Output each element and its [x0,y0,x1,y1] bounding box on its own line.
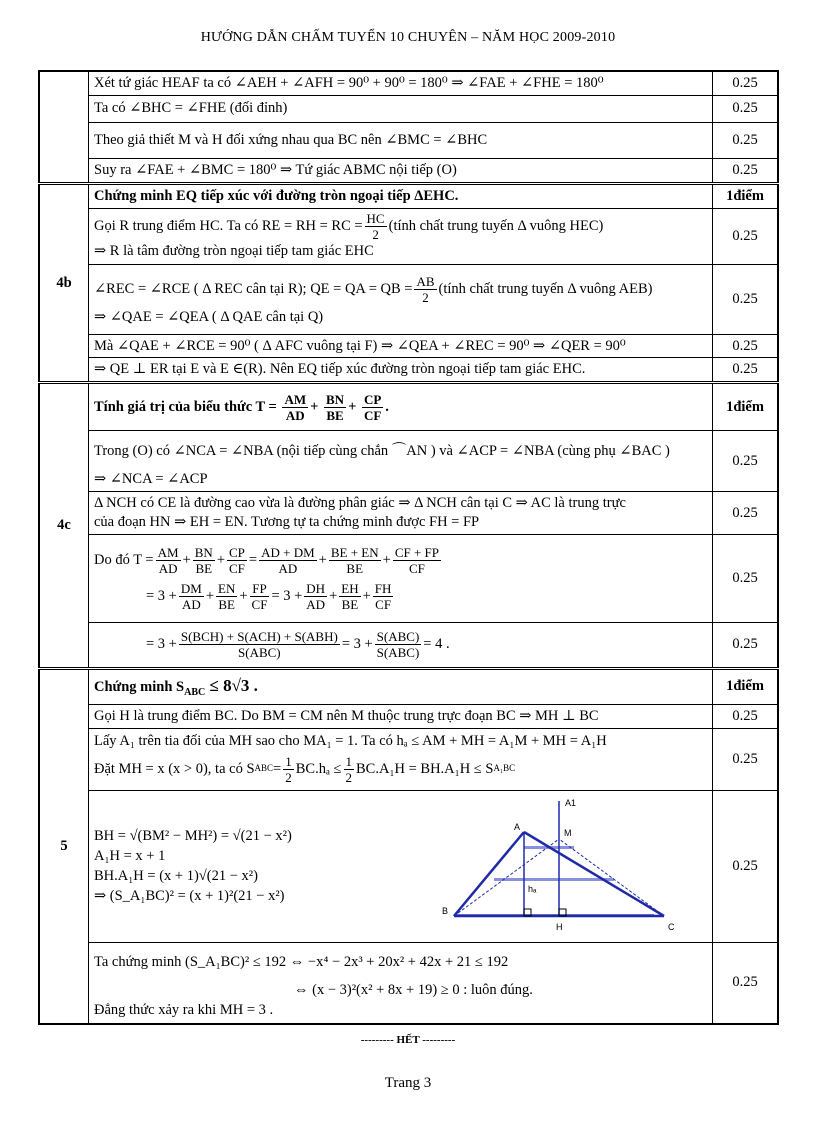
text-5-4a: Ta chứng minh (S_A₁BC)² ≤ 192 ⇔ −x⁴ − 2x³ + 20x² + 42x + 21 ≤ 192 [94,954,509,971]
row-4c-4: = 3 + $\frac{\text{S(BCH) + S(ACH) + S(ABH)}}{\text{S(ABC)}}$ = 3 + $\frac{\text{S(ABC)}}{\text{S(ABC)}}$ = 4 . [89,622,713,668]
text-4b-1b: ⇒ R là tâm đường tròn ngoại tiếp tam giác EHC [94,243,374,260]
points-4c-2: 0.25 [713,492,779,535]
points-5-3: 0.25 [713,790,779,942]
text-4c-2b: của đoạn HN ⇒ EH = EN. Tương tự ta chứng minh được FH = FP [94,514,480,531]
label-b: B [442,906,449,917]
row-4a-1: Xét tứ giác HEAF ta có ∠AEH + ∠AFH = 90⁰ + 90⁰ = 180⁰ ⇒ ∠FAE + ∠FHE = 180⁰ [89,71,713,95]
row-4a-3: Theo giả thiết M và H đối xứng nhau qua BC nên ∠BMC = ∠BHC [89,122,713,158]
side-ab [454,832,524,916]
title-4b: Chứng minh EQ tiếp xúc với đường tròn ngoại tiếp ΔEHC. [89,183,713,208]
row-4b-4: ⇒ QE ⊥ ER tại E và E ∈(R). Nên EQ tiếp xúc đường tròn ngoại tiếp tam giác EHC. [89,358,713,383]
eq-a1h: A₁H = x + 1 [94,847,166,864]
points-4a-3: 0.25 [713,122,779,158]
eq-square: ⇒ (S_A₁BC)² = (x + 1)²(21 − x²) [94,887,285,904]
label-a1: A1 [565,798,577,809]
text-4b-1a: Gọi R trung điểm HC. Ta có RE = RH = RC = [94,217,363,234]
title-4c: Tính giá trị của biểu thức T = $\frac{AM}{AD}$ + $\frac{BN}{BE}$ + $\frac{CP}{CF}$ . [89,383,713,431]
points-4b-3: 0.25 [713,334,779,358]
row-5-1: Gọi H là trung điểm BC. Do BM = CM nên M thuộc trung trực đoạn BC ⇒ MH ⊥ BC [89,704,713,728]
text-5-2a: Lấy A₁ trên tia đối của MH sao cho MA₁ = 1. Ta có hₐ ≤ AM + MH = A₁M + MH = A₁H [94,732,607,749]
points-4b-4: 0.25 [713,358,779,383]
triangle-figure [434,796,684,936]
label-a: A [514,822,521,833]
points-4a-2: 0.25 [713,95,779,122]
page-number: Trang 3 [384,1075,432,1091]
text-5-4b: ⇔ (x − 3)²(x² + 8x + 19) ≥ 0 : luôn đúng. [294,982,533,999]
row-4b-2 [89,264,713,334]
label-h: H [556,922,563,933]
line-cm [559,839,664,916]
row-4a-2: Ta có ∠BHC = ∠FHE (đối đỉnh) [89,95,713,122]
points-title-4c: 1điểm [713,383,779,431]
label-c: C [668,922,675,933]
eq-bh: BH = √(BM² − MH²) = √(21 − x²) [94,827,292,844]
points-4a-4: 0.25 [713,158,779,183]
section-label-4b: 4b [39,183,89,383]
end-marker: --------- HẾT --------- [360,1034,456,1046]
points-5-4: 0.25 [713,942,779,1024]
text-4b-2a-post: (tính chất trung tuyến Δ vuông AEB) [438,280,653,297]
row-4c-2 [89,492,713,535]
points-title-4b: 1điểm [713,183,779,208]
section-label-5: 5 [39,668,89,1023]
hatch-band [494,878,614,881]
row-4c-3: Do đó T = $\frac{AM}{AD}$ + $\frac{BN}{BE}$ + $\frac{CP}{CF}$ = $\frac{AD + DM}{AD}$ + $\frac{BE + EN}{BE}$ + $\frac{CF + FP}{CF}$ = 3 + $\frac{DM}{AD}$ + $\frac{EN}{BE}$ + $\frac{FP}{CF}$ = 3 + $\frac{DH}{AD}$ + $\frac{EH}{BE}$ + $\frac{FH}{CF}$ [89,534,713,622]
text-4c-2a: Δ NCH có CE là đường cao vừa là đường phân giác ⇒ Δ NCH cân tại C ⇒ AC là trung trực [94,495,626,512]
points-title-5: 1điểm [713,668,779,704]
points-5-2: 0.25 [713,728,779,790]
section-label-4c: 4c [39,383,89,669]
side-ac [524,832,664,916]
grading-table [38,70,779,1025]
points-4c-3: 0.25 [713,534,779,622]
title-5: Chứng minh $S_{ABC} \le 8√3$ . [89,668,713,704]
frac-ab-2: $\frac{AB}{2}$ [416,273,435,305]
frac-hc-2: $\frac{HC}{2}$ [366,210,385,242]
row-5-3 [89,790,713,942]
text-4c-1a: Trong (O) có ∠NCA = ∠NBA (nội tiếp cùng chắn ⌒AN ) và ∠ACP = ∠NBA (cùng phụ ∠BAC ) [94,442,670,459]
text-4b-1a-post: (tính chất trung tuyến Δ vuông HEC) [388,217,604,234]
label-ha: hₐ [528,884,537,895]
text-4b-2b: ⇒ ∠QAE = ∠QEA ( Δ QAE cân tại Q) [94,308,324,325]
row-5-2: Lấy A₁ trên tia đối của MH sao cho MA₁ = 1. Ta có hₐ ≤ AM + MH = A₁M + MH = A₁H Đặt MH = x (x > 0), ta có S ABC = $\frac{1}{2}$ BC.hₐ ≤ $\frac{1}{2}$ BC.A₁H = BH.A₁H ≤ S A₁BC [89,728,713,790]
row-4a-4: Suy ra ∠FAE + ∠BMC = 180⁰ ⇒ Tứ giác ABMC nội tiếp (O) [89,158,713,183]
section-label-4a [39,71,89,183]
points-4b-1: 0.25 [713,208,779,264]
points-5-1: 0.25 [713,704,779,728]
page-header: HƯỚNG DẪN CHẤM TUYỂN 10 CHUYÊN – NĂM HỌC 2009-2010 [200,30,616,45]
label-m: M [564,828,572,839]
points-4b-2: 0.25 [713,264,779,334]
text-5-4c: Đẳng thức xảy ra khi MH = 3 . [94,1002,274,1019]
line-bm [454,839,559,916]
text-4c-1b: ⇒ ∠NCA = ∠ACP [94,470,208,487]
row-4b-3: Mà ∠QAE + ∠RCE = 90⁰ ( Δ AFC vuông tại F) ⇒ ∠QEA + ∠REC = 90⁰ ⇒ ∠QER = 90⁰ [89,334,713,358]
eq-product: BH.A₁H = (x + 1)√(21 − x²) [94,867,258,884]
text-4b-2a: ∠REC = ∠RCE ( Δ REC cân tại R); QE = QA = QB = [94,280,413,297]
points-4c-4: 0.25 [713,622,779,668]
row-4c-1 [89,431,713,492]
points-4a-1: 0.25 [713,71,779,95]
row-5-4 [89,942,713,1024]
points-4c-1: 0.25 [713,431,779,492]
row-4b-1 [89,208,713,264]
